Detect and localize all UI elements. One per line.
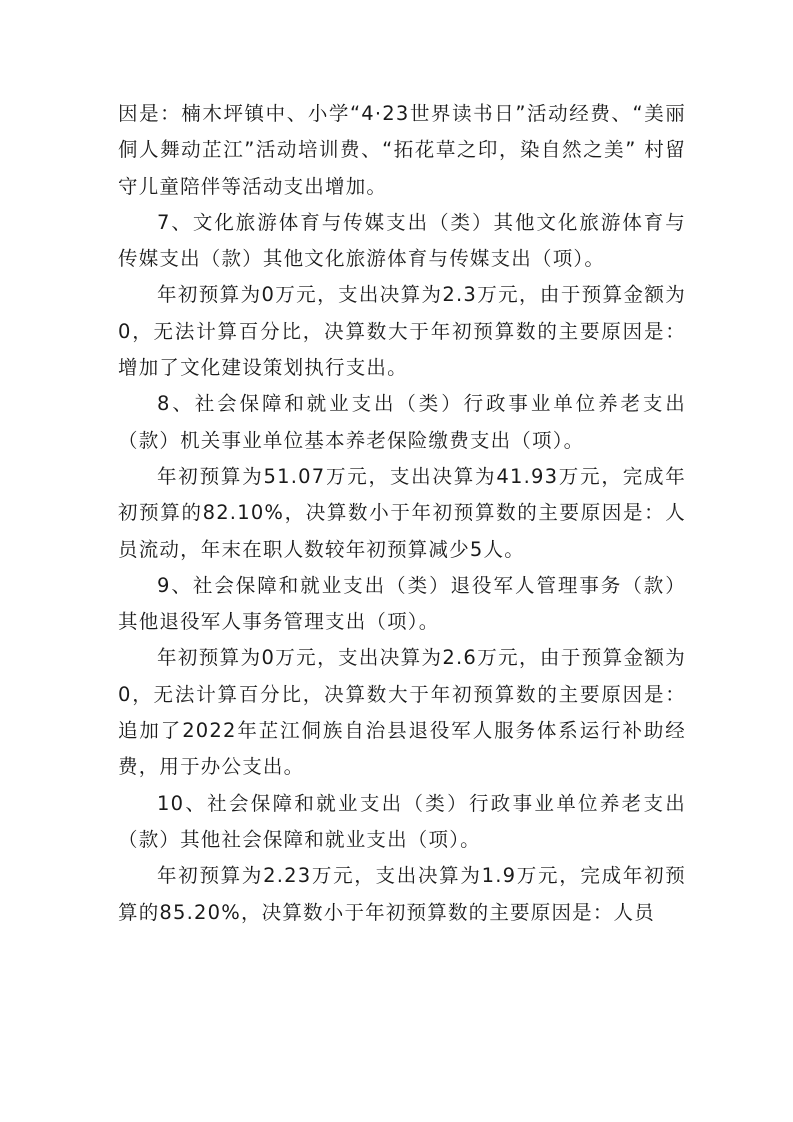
paragraph-item-8-detail: 年初预算为51.07万元，支出决算为41.93万元，完成年初预算的82.10%，决算数小于年初预算数的主要原因是：人员流动，年末在职人数较年初预算减少5人。 [118, 464, 686, 561]
paragraph-item-7-detail: 年初预算为0万元，支出决算为2.3万元，由于预算金额为0，无法计算百分比，决算数大于年初预算数的主要原因是：增加了文化建设策划执行支出。 [118, 283, 686, 380]
paragraph-item-7-heading: 7、文化旅游体育与传媒支出（类）其他文化旅游体育与传媒支出（款）其他文化旅游体育与传媒支出（项）。 [118, 210, 686, 271]
paragraph-item-9-detail: 年初预算为0万元，支出决算为2.6万元，由于预算金额为0，无法计算百分比，决算数大于年初预算数的主要原因是：追加了2022年芷江侗族自治县退役军人服务体系运行补助经费，用于办公支出。 [118, 646, 686, 779]
paragraph-item-8-heading: 8、社会保障和就业支出（类）行政事业单位养老支出（款）机关事业单位基本养老保险缴费支出（项）。 [118, 392, 686, 452]
paragraph-item-10-heading: 10、社会保障和就业支出（类）行政事业单位养老支出（款）其他社会保障和就业支出（项）。 [118, 791, 686, 851]
paragraph-item-9-heading: 9、社会保障和就业支出（类）退役军人管理事务（款）其他退役军人事务管理支出（项）。 [118, 573, 686, 634]
document-body [118, 96, 686, 931]
paragraph-continuation: 因是：楠木坪镇中、小学“4·23世界读书日”活动经费、“美丽侗人舞动芷江”活动培训费、“拓花草之印，染自然之美” 村留守儿童陪伴等活动支出增加。 [118, 102, 686, 198]
paragraph-item-10-detail: 年初预算为2.23万元，支出决算为1.9万元，完成年初预算的85.20%，决算数小于年初预算数的主要原因是：人员 [118, 864, 686, 924]
